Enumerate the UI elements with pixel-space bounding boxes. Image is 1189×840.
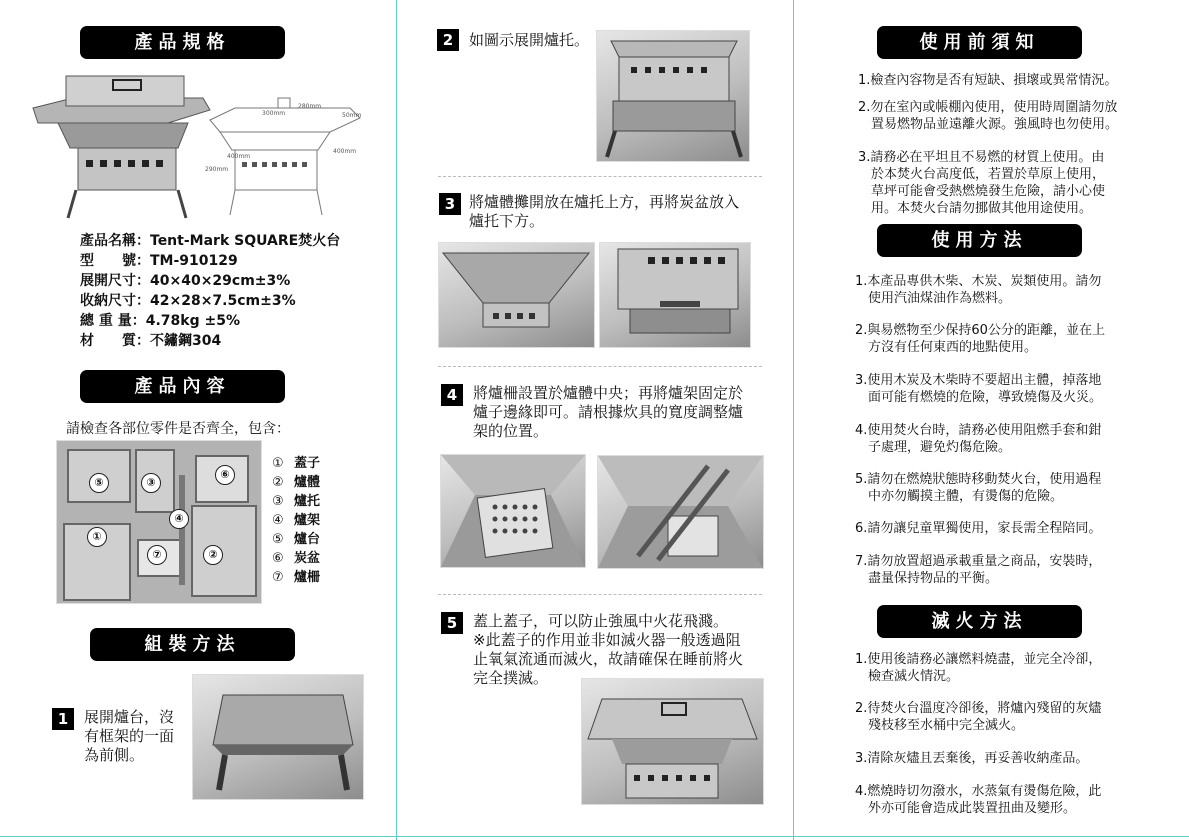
part-marker-7: ⑦ <box>147 545 167 565</box>
step-1-photo <box>192 674 364 800</box>
before-use-heading: 使用前須知 <box>877 26 1082 59</box>
extinguish-item: 1.使用後請務必讓燃料燒盡，並完全冷卻， 檢查滅火情況。 <box>855 652 1102 684</box>
part-marker-5: ⑤ <box>89 473 109 493</box>
usage-item: 4.使用焚火台時，請務必使用阻燃手套和鉗 子處理，避免灼傷危險。 <box>855 423 1102 455</box>
part-item: ② 爐體 <box>272 475 321 490</box>
dim-top-depth: 280mm <box>298 103 322 110</box>
extinguish-heading: 滅火方法 <box>877 605 1082 638</box>
spec-material: 材 質：不鏽鋼304 <box>80 333 222 349</box>
dim-body-depth: 400mm <box>333 148 357 155</box>
part-marker-2: ② <box>203 545 223 565</box>
step-3-number: 3 <box>439 193 461 215</box>
product-photo <box>28 68 213 228</box>
step-5-text: 蓋上蓋子，可以防止強風中火花飛濺。 ※此蓋子的作用並非如滅火器一般透過阻 止氧氣流通而滅火，故請確保在睡前將火 完全撲滅。 <box>473 612 744 687</box>
part-marker-3: ③ <box>141 473 161 493</box>
part-item: ① 蓋子 <box>272 456 321 471</box>
extinguish-item: 4.燃燒時切勿潑水，水蒸氣有燙傷危險，此 外亦可能會造成此裝置扭曲及變形。 <box>855 784 1102 816</box>
dim-top-height: 50mm <box>342 112 362 119</box>
part-item: ⑦ 爐柵 <box>272 570 321 585</box>
dim-body-width: 400mm <box>227 153 251 160</box>
spec-open-size: 展開尺寸：40×40×29cm±3% <box>80 273 291 289</box>
step-3-photo-a <box>438 242 595 348</box>
parts-photo <box>56 440 262 604</box>
dim-top-width: 300mm <box>262 110 286 117</box>
bottom-border <box>0 836 1189 837</box>
contents-heading: 產品內容 <box>80 370 285 403</box>
step-5-number: 5 <box>441 612 463 634</box>
usage-heading: 使用方法 <box>877 224 1082 257</box>
spec-weight: 總 重 量：4.78kg ±5% <box>80 313 240 329</box>
usage-item: 7.請勿放置超過承載重量之商品，安裝時， 盡量保持物品的平衡。 <box>855 554 1102 586</box>
spec-model: 型 號：TM-910129 <box>80 253 238 269</box>
part-item: ⑤ 爐台 <box>272 532 321 547</box>
part-item: ⑥ 炭盆 <box>272 551 321 566</box>
step-2-text: 如圖示展開爐托。 <box>469 31 590 49</box>
step-4-text: 將爐柵設置於爐體中央；再將爐架固定於 爐子邊緣即可。請根據炊具的寬度調整爐 架的位置。 <box>473 384 744 440</box>
part-item: ④ 爐架 <box>272 513 321 528</box>
before-use-item: 2.勿在室內或帳棚內使用，使用時周圍請勿放 置易燃物品並遠離火源。強風時也勿使用。 <box>858 100 1119 132</box>
spec-heading: 產品規格 <box>80 26 285 59</box>
divider <box>438 594 762 595</box>
before-use-item: 3.請務必在平坦且不易燃的材質上使用。由 於本焚火台高度低，若置於草原上使用， 草坪可能會受熱燃燒發生危險，請小心使 用。本焚火台請勿挪做其他用途使用。 <box>858 150 1106 216</box>
divider <box>438 176 762 177</box>
divider <box>438 366 762 367</box>
spec-stored-size: 收納尺寸：42×28×7.5cm±3% <box>80 293 296 309</box>
usage-item: 6.請勿讓兒童單獨使用，家長需全程陪同。 <box>855 521 1102 536</box>
dim-body-height: 290mm <box>205 166 229 173</box>
usage-item: 3.使用木炭及木柴時不要超出主體，掉落地 面可能有燃燒的危險，導致燒傷及火災。 <box>855 373 1103 405</box>
step-3-photo-b <box>599 242 751 348</box>
usage-item: 1.本產品專供木柴、木炭、炭類使用。請勿 使用汽油煤油作為燃料。 <box>855 274 1102 306</box>
extinguish-item: 3.清除灰燼且丟棄後，再妥善收納產品。 <box>855 751 1089 766</box>
fold-line-left <box>396 0 397 840</box>
step-4-photo-a <box>440 454 586 568</box>
part-marker-6: ⑥ <box>215 465 235 485</box>
part-body-shape <box>191 505 257 597</box>
step-4-number: 4 <box>441 384 463 406</box>
part-item: ③ 爐托 <box>272 494 321 509</box>
assembly-heading: 組裝方法 <box>90 628 295 661</box>
part-rack-shape <box>179 475 185 585</box>
step-3-text: 將爐體攤開放在爐托上方，再將炭盆放入 爐托下方。 <box>469 193 740 230</box>
step-5-photo <box>581 678 764 805</box>
fold-line-right <box>793 0 794 840</box>
part-marker-1: ① <box>87 527 107 547</box>
usage-item: 2.與易燃物至少保持60公分的距離，並在上 方沒有任何東西的地點使用。 <box>855 323 1105 355</box>
step-1-text: 展開爐台，沒 有框架的一面 為前側。 <box>84 708 175 764</box>
contents-intro: 請檢查各部位零件是否齊全，包含： <box>66 421 290 437</box>
step-2-photo <box>596 30 750 162</box>
step-1-number: 1 <box>52 708 74 730</box>
step-2-number: 2 <box>437 29 459 51</box>
step-4-photo-b <box>597 455 764 569</box>
part-marker-4: ④ <box>169 509 189 529</box>
usage-item: 5.請勿在燃燒狀態時移動焚火台，使用過程 中亦勿觸摸主體，有燙傷的危險。 <box>855 472 1102 504</box>
extinguish-item: 2.待焚火台溫度冷卻後，將爐內殘留的灰燼 殘枝移至水桶中完全滅火。 <box>855 701 1102 733</box>
before-use-item: 1.檢查內容物是否有短缺、損壞或異常情況。 <box>858 73 1118 88</box>
spec-name: 產品名稱：Tent-Mark SQUARE焚火台 <box>80 233 341 249</box>
